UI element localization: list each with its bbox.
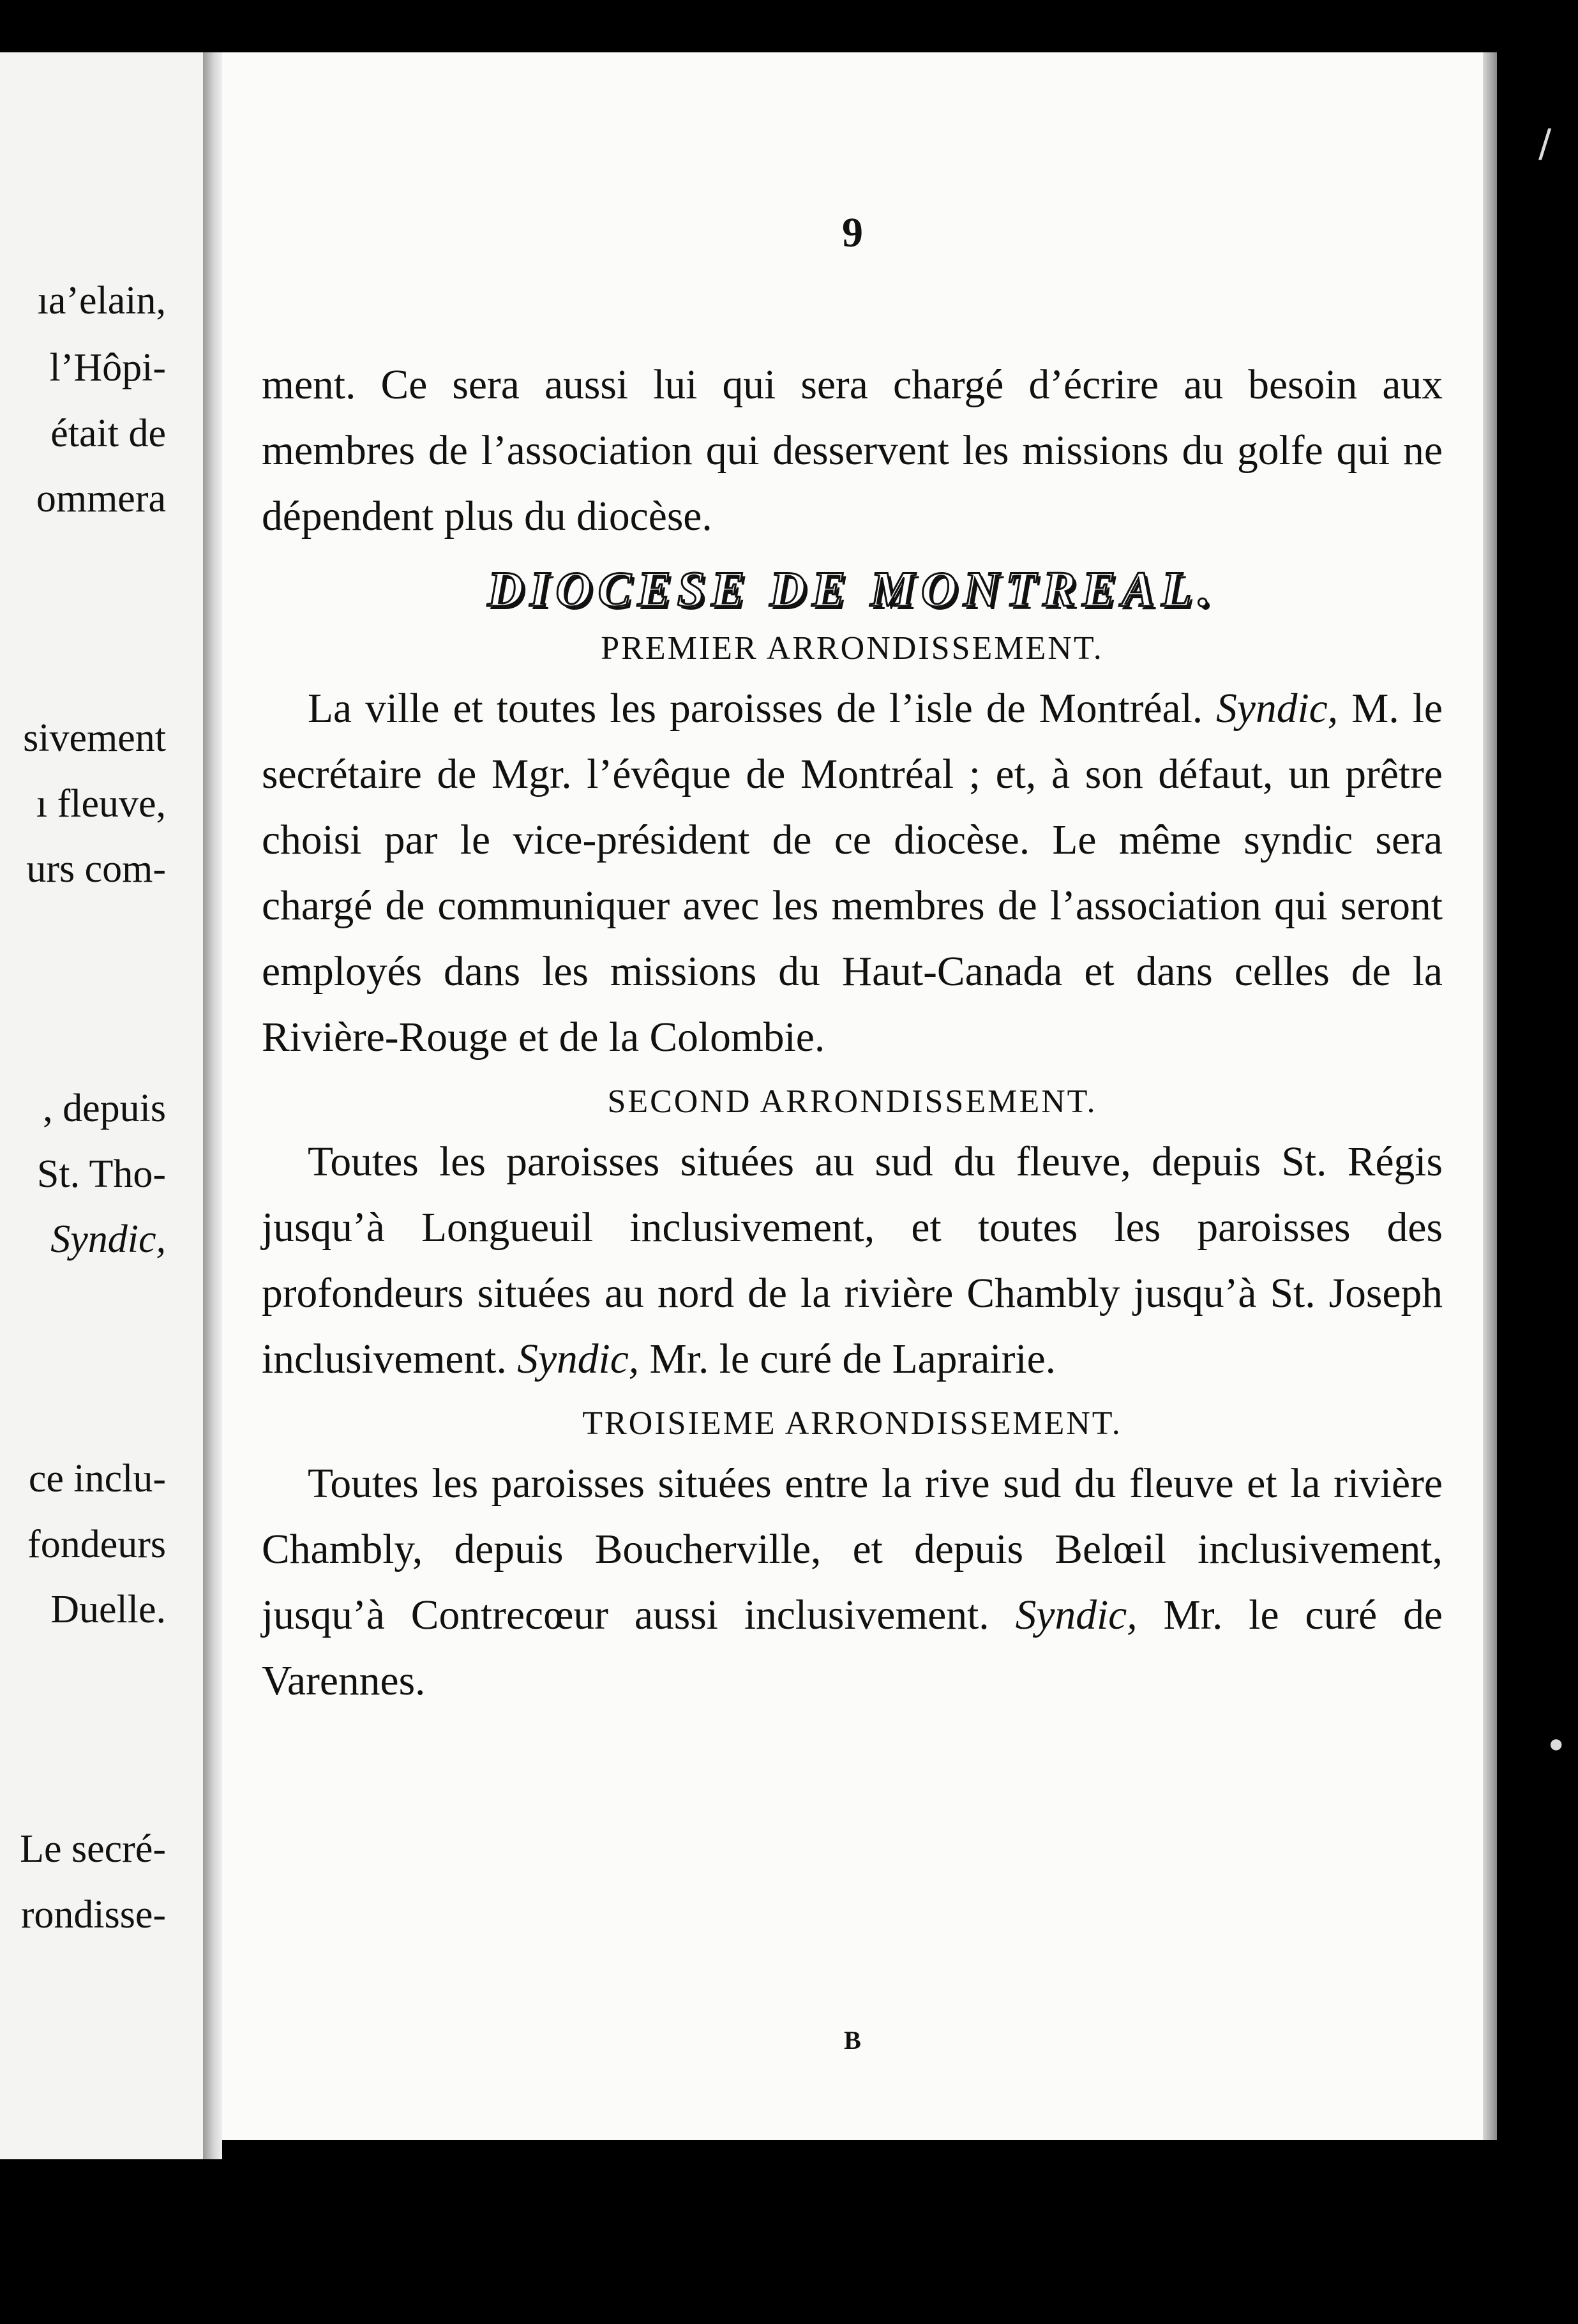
left-page-line: , depuis bbox=[43, 1087, 166, 1130]
section-paragraph-premier bbox=[262, 676, 1443, 1071]
left-page-line: ı fleuve, bbox=[36, 782, 166, 826]
page-body bbox=[262, 352, 1443, 1714]
section-text: Toutes les paroisses situées au sud du fleuve, depuis St. Régis jusqu’à Longueuil inclusivement, et toutes les paroisses des profondeurs situées au nord de la rivière Chambly jusqu’à St. Joseph inclusivement. bbox=[262, 1139, 1443, 1382]
section-heading-troisieme: TROISIEME ARRONDISSEMENT. bbox=[582, 1405, 1122, 1442]
syndic-label: Syndic, bbox=[1216, 686, 1339, 732]
section-text: Mr. le curé de Varennes. bbox=[262, 1592, 1443, 1704]
left-page-line: Duelle. bbox=[50, 1588, 166, 1631]
section-text: M. le secrétaire de Mgr. l’évêque de Montréal ; et, à son défaut, un prêtre choisi par le vice-président de ce diocèse. Le même syndic sera chargé de communiquer avec les membres de l’association qui seront employés dans les missions du Haut-Canada et dans celles de la Rivière-Rouge et de la Colombie. bbox=[262, 686, 1443, 1060]
right-page bbox=[222, 52, 1483, 2140]
signature-mark: B bbox=[844, 2026, 861, 2055]
left-page-line: Syndic, bbox=[50, 1218, 166, 1261]
page-edge bbox=[1483, 52, 1497, 2140]
syndic-label: Syndic, bbox=[517, 1336, 640, 1382]
section-text: Toutes les paroisses situées entre la rive sud du fleuve et la rivière Chambly, depuis Boucherville, et depuis Belœil inclusivement, jusqu’à Contrecœur aussi inclusivement. bbox=[262, 1461, 1443, 1638]
left-page-line: St. Tho- bbox=[36, 1152, 166, 1196]
section-paragraph-troisieme bbox=[262, 1451, 1443, 1714]
left-page-line: rondisse- bbox=[20, 1893, 166, 1936]
book-gutter bbox=[203, 52, 222, 2159]
scan-speck-icon: / bbox=[1538, 121, 1552, 166]
left-page-line: ommera bbox=[36, 477, 166, 520]
left-page-line: sivement bbox=[23, 716, 166, 760]
continuation-paragraph: ment. Ce sera aussi lui qui sera chargé d’écrire au besoin aux membres de l’association qui desservent les missions du golfe qui ne dépendent plus du diocèse. bbox=[262, 362, 1443, 540]
left-page-fragment bbox=[0, 52, 203, 2159]
section-text: Mr. le curé de Laprairie. bbox=[639, 1336, 1056, 1382]
section-heading-premier: PREMIER ARRONDISSEMENT. bbox=[601, 630, 1104, 667]
section-text: La ville et toutes les paroisses de l’isle de Montréal. bbox=[308, 686, 1203, 732]
left-page-line: Le secré- bbox=[20, 1827, 166, 1871]
section-paragraph-second bbox=[262, 1129, 1443, 1392]
left-page-line: urs com- bbox=[26, 847, 166, 891]
syndic-label: Syndic, bbox=[1015, 1592, 1138, 1638]
left-page-line: était de bbox=[50, 412, 166, 455]
left-page-line: ce inclu- bbox=[28, 1457, 166, 1500]
section-heading-second: SECOND ARRONDISSEMENT. bbox=[607, 1083, 1097, 1120]
left-page-line: l’Hôpi- bbox=[49, 346, 166, 389]
page-number: 9 bbox=[842, 209, 863, 256]
left-page-line: fondeurs bbox=[27, 1523, 166, 1566]
scan-speck-icon: • bbox=[1545, 1724, 1568, 1769]
left-page-line: ıaʼelain, bbox=[37, 279, 166, 322]
diocese-title: DIOCESE DE MONTREAL. bbox=[487, 561, 1217, 617]
